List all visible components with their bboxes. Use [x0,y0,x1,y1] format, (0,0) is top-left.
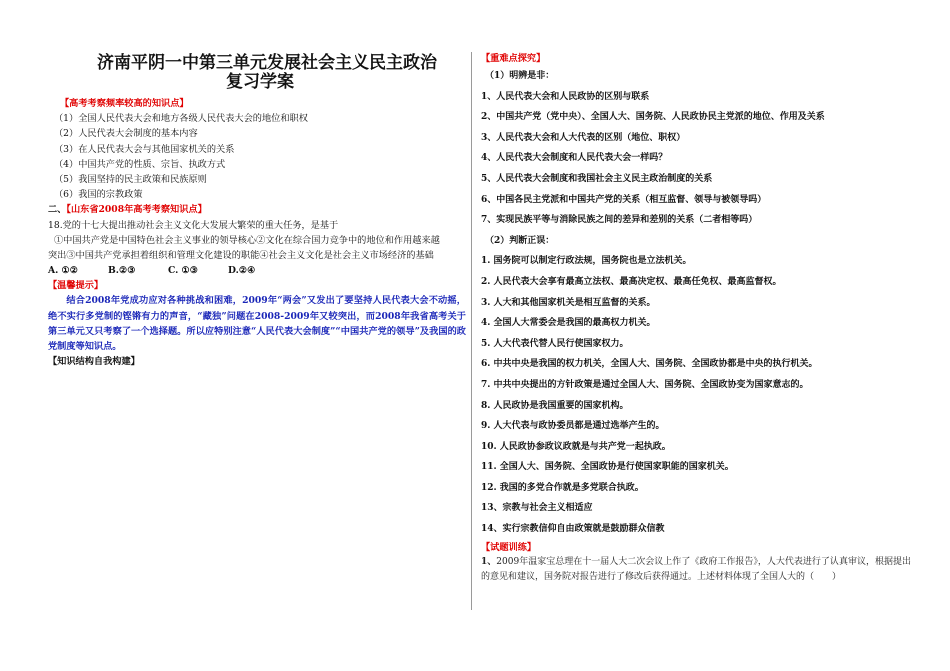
title-line-1: 济南平阴一中第三单元发展社会主义民主政治 [97,53,437,73]
frequent-topics-heading: 【高考考察频率较高的知识点】 [60,98,189,109]
section-2-heading [48,202,466,217]
list-item: 6、中国各民主党派和中国共产党的关系（相互监督、领导与被领导吗） [481,194,767,205]
tip-paragraph: 结合2008年党成功应对各种挑战和困难，2009年“两会”又发出了要坚持人民代表大会不动摇，绝不实行多党制的铿锵有力的声音，“藏独”问题在2008-2009年又较突出，而2008年我省高考关于第三单元又只考察了一个选择题。所以应特别注意“人民代表大会制度”“中国共产党的领导”及我国的政党制度等知识点。 [48,295,466,353]
list-item: 12. 我国的多党合作就是多党联合执政。 [481,482,644,493]
list-item: 6. 中共中央是我国的权力机关，全国人大、国务院、全国政协都是中央的执行机关。 [481,359,818,370]
judge-subheading: （2）判断正误： [485,235,555,246]
list-item: 9. 人大代表与政协委员都是通过选举产生的。 [481,421,665,432]
list-item: 3. 人大和其他国家机关是相互监督的关系。 [481,297,656,308]
frequent-topics-list [48,111,466,202]
option-d: D.②④ [228,265,256,277]
list-item: 7、实现民族平等与消除民族之间的差异和差别的关系（二者相等吗） [481,215,758,226]
practice-heading: 【试题训练】 [481,541,537,553]
option-c: C. ①③ [168,265,199,277]
question-18-stem: 18.党的十七大提出推动社会主义文化大发展大繁荣的重大任务，是基于 [48,219,339,231]
list-item: 5. 人大代表代替人民行使国家权力。 [481,338,629,349]
list-item: （4）中国共产党的性质、宗旨、执政方式 [54,158,226,170]
list-item: 14、实行宗教信仰自由政策就是鼓励群众信教 [481,524,665,535]
list-item: （3）在人民代表大会与其他国家机关的关系 [54,143,235,155]
list-item: 7. 中共中央提出的方针政策是通过全国人大、国务院、全国政协变为国家意志的。 [481,379,809,390]
left-column [48,54,466,369]
list-item: 1. 国务院可以制定行政法规，国务院也是立法机关。 [481,256,692,267]
list-item: 11. 全国人大、国务院、全国政协是行使国家职能的国家机关。 [481,462,734,473]
list-item: 1、人民代表大会和人民政协的区别与联系 [481,91,650,102]
section-2-title: 【山东省2008年高考考察知识点】 [66,204,207,216]
practice-question-1 [481,555,911,586]
list-item: 2. 人民代表大会享有最高立法权、最高决定权、最高任免权、最高监督权。 [481,276,782,287]
question-text: 2009年温家宝总理在十一届人大二次会议上作了《政府工作报告》，人大代表进行了认真审议，根据提出的意见和建议，国务院对报告进行了修改后获得通过。上述材料体现了全国人大的（ ） [481,556,911,583]
section-2-prefix: 二、 [48,204,67,216]
list-item: （5）我国坚持的民主政策和民族原则 [54,174,207,186]
knowledge-structure-heading: 【知识结构自我构建】 [48,356,140,368]
question-18-line-3: 突出③中国共产党承担着组织和管理文化建设的职能④社会主义文化是社会主义市场经济的基础 [48,250,434,262]
clarify-subheading: （1）明辨是非： [485,71,555,81]
list-item: （1）全国人民代表大会和地方各级人民代表大会的地位和职权 [54,113,308,125]
list-item: 13、宗教与社会主义相适应 [481,503,593,514]
list-item: 10. 人民政协参政议政就是与共产党一起执政。 [481,441,671,452]
list-item: 5、人民代表大会制度和我国社会主义民主政治制度的关系 [481,173,713,184]
option-b: B.②③ [108,265,136,277]
question-18-line-2: ①中国共产党是中国特色社会主义事业的领导核心②文化在综合国力竞争中的地位和作用越来越 [54,234,440,246]
key-points-heading: 【重难点探究】 [481,53,546,64]
list-item: 2、中国共产党（党中央）、全国人大、国务院、人民政协民主党派的地位、作用及关系 [481,112,825,123]
question-number: 1、 [481,556,497,567]
option-a: A. ①② [48,265,78,277]
column-divider [471,52,472,610]
list-item: （6）我国的宗教政策 [54,189,143,201]
question-18-options [48,263,466,278]
title-line-2: 复习学案 [226,72,294,92]
list-item: （2）人民代表大会制度的基本内容 [54,128,198,140]
list-item: 4、人民代表大会制度和人民代表大会一样吗？ [481,153,668,164]
list-item: 8. 人民政协是我国重要的国家机构。 [481,400,629,411]
list-item: 3、人民代表大会和人大代表的区别（地位、职权） [481,132,686,143]
list-item: 4. 全国人大常委会是我国的最高权力机关。 [481,318,656,329]
page-title [48,54,466,92]
clarify-list [481,87,911,231]
right-column [481,52,911,585]
tip-heading: 【温馨提示】 [48,280,104,292]
judge-list [481,251,911,539]
